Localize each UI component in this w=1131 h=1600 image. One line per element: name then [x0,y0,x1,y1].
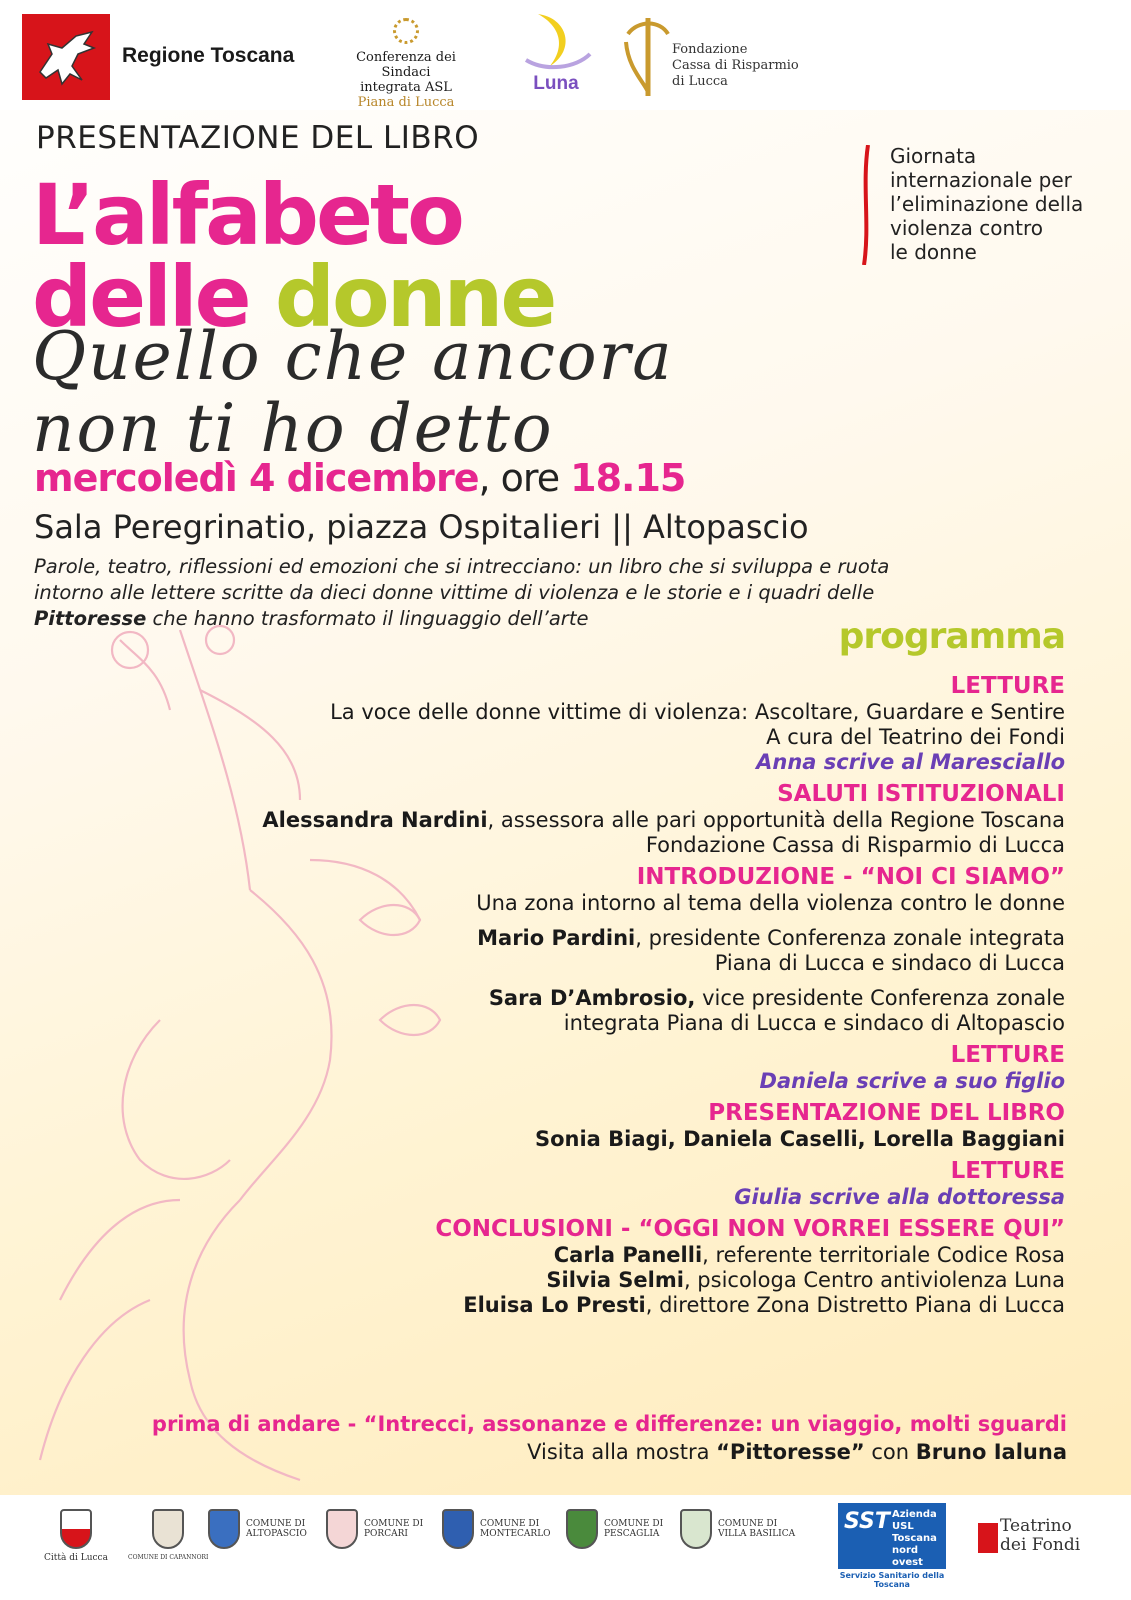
fondazione-line2: Cassa di Risparmio [672,58,799,73]
villabasilica-l2: VILLA BASILICA [718,1529,796,1539]
red-ribbon-icon [862,145,870,265]
porcari-shield-icon [326,1509,358,1549]
capannori-crest [128,1509,208,1563]
visita-a: Visita alla mostra [527,1440,717,1464]
villabasilica-crest [680,1509,795,1549]
kicker-title: PRESENTAZIONE DEL LIBRO [36,120,480,156]
section-letture-2: LETTURE [950,1042,1065,1068]
intro-role1a: , presidente Conferenza zonale integrata [635,926,1065,950]
libro-author1: Sonia Biagi [534,1127,668,1151]
saluti-role: , assessora alle pari opportunità della Regione Toscana [487,808,1065,832]
event-venue: Sala Peregrinatio, piazza Ospitalieri || Altopascio [34,508,809,546]
prima-line: prima di andare - “Intrecci, assonanze e differenze: un viaggio, molti sguardi [151,1412,1067,1436]
regione-toscana-label: Regione Toscana [122,44,295,67]
montecarlo-crest [442,1509,551,1549]
porcari-crest [326,1509,423,1549]
asl-l4: nord ovest [892,1545,923,1568]
lucca-crest [44,1509,108,1563]
pescaglia-crest [566,1509,663,1549]
intro-speaker1 [165,926,1065,951]
desc-line1: Parole, teatro, riflessioni ed emozioni che si intrecciano: un libro che si sviluppa e ruota [34,555,890,578]
letture1-line2: A cura del Teatrino dei Fondi [766,725,1065,749]
footer-logos [0,1495,1131,1600]
title-donne: donne [274,248,555,346]
asl-l3: Toscana [892,1533,937,1544]
concl-speaker1 [165,1243,1065,1268]
altopascio-shield-icon [208,1509,240,1549]
pegasus-logo [22,14,110,100]
program-list [165,672,1065,1318]
fondazione-text [672,42,799,90]
saluti-line1 [165,808,1065,833]
giornata-line1: Giornata [890,144,977,168]
giornata-text [890,144,1110,264]
letture2-line1: Daniela scrive a suo figlio [759,1069,1065,1093]
intro-name2: Sara D’Ambrosio, [488,986,696,1010]
villabasilica-label [718,1519,795,1539]
porcari-l1: COMUNE DI [364,1519,424,1529]
villabasilica-l1: COMUNE DI [718,1519,778,1529]
asl-l1: Azienda [892,1509,937,1520]
luna-label: Luna [533,73,579,94]
conferenza-line3: Piana di Lucca [357,95,455,110]
montecarlo-l2: MONTECARLO [480,1529,551,1539]
visita-line [67,1438,1067,1466]
giornata-line5: le donne [890,240,977,264]
desc-line2: intorno alle lettere scritte da dieci donne vittime di violenza e le storie e i quadri delle [34,581,875,604]
letture1-line1: La voce delle donne vittime di violenza: Ascoltare, Guardare e Sentire [330,700,1065,724]
asl-label [892,1509,946,1569]
pescaglia-shield-icon [566,1509,598,1549]
intro-name1: Mario Pardini [477,926,636,950]
visita-pittoresse: “Pittoresse” [716,1440,865,1464]
montecarlo-l1: COMUNE DI [480,1519,540,1529]
time-text: 18.15 [570,456,686,500]
concl-name1: Carla Panelli [553,1243,703,1267]
sst-asl-logo [838,1503,946,1569]
capannori-shield-icon [152,1509,184,1549]
teatrino-l1: Teatrino [1000,1516,1072,1536]
visita-con: con [864,1440,916,1464]
conferenza-line2: integrata ASL [360,80,452,95]
concl-speaker2 [165,1268,1065,1293]
section-saluti: SALUTI ISTITUZIONALI [777,781,1065,807]
concl-speaker3 [165,1293,1065,1318]
conferenza-line1: Conferenza dei Sindaci [356,50,456,80]
date-text: mercoledì 4 dicembre [34,456,479,500]
teatrino-l2: dei Fondi [1000,1535,1081,1555]
concl-name2: Silvia Selmi [546,1268,684,1292]
section-introduzione: INTRODUZIONE - “NOI CI SIAMO” [636,864,1065,890]
section-conclusioni: CONCLUSIONI - “OGGI NON VORREI ESSERE QUI” [435,1216,1065,1242]
asl-l2: USL [892,1521,914,1532]
capannori-label: COMUNE DI CAPANNORI [128,1554,209,1561]
altopascio-label [246,1519,307,1539]
saluti-line2: Fondazione Cassa di Risparmio di Lucca [645,833,1065,857]
intro-speaker2 [165,986,1065,1011]
sunburst-icon [393,18,419,44]
altopascio-crest [208,1509,307,1549]
montecarlo-shield-icon [442,1509,474,1549]
visita-artist: Bruno Ialuna [915,1440,1067,1464]
letture1-line3: Anna scrive al Maresciallo [756,750,1065,774]
concl-role3: , direttore Zona Distretto Piana di Lucca [645,1293,1065,1317]
concl-role1: , referente territoriale Codice Rosa [702,1243,1065,1267]
concl-name3: Eluisa Lo Presti [463,1293,646,1317]
saluti-name: Alessandra Nardini [262,808,488,832]
libro-sep1: , [667,1127,684,1151]
sst-label: SST [844,1509,890,1534]
fondazione-logo [622,12,822,102]
giornata-line3: l’eliminazione della [890,192,1084,216]
libro-author2: Daniela Caselli [683,1127,858,1151]
theater-icon [978,1523,998,1553]
intro-role1b: Piana di Lucca e sindaco di Lucca [714,951,1065,975]
program-title: programma [838,616,1065,657]
letture3-line1: Giulia scrive alla dottoressa [734,1185,1065,1209]
book-title-line1: L’alfabeto [32,166,462,264]
intro-role2a: vice presidente Conferenza zonale [695,986,1065,1010]
event-date [34,456,685,500]
libro-sep2: , [857,1127,873,1151]
date-separator: , ore [478,456,571,500]
desc-line3-rest: che hanno trasformato il linguaggio dell’arte [146,607,589,630]
intro-line1: Una zona intorno al tema della violenza contro le donne [476,891,1065,915]
giornata-line4: violenza contro [890,216,1044,240]
porcari-label [364,1519,423,1539]
lucca-label: Città di Lucca [44,1553,108,1563]
porcari-l2: PORCARI [364,1529,408,1539]
moon-icon [516,10,596,80]
luna-logo [516,10,596,105]
pescaglia-l2: PESCAGLIA [604,1529,660,1539]
intro-role2b: integrata Piana di Lucca e sindaco di Altopascio [563,1011,1065,1035]
libro-author3: Lorella Baggiani [872,1127,1065,1151]
villabasilica-shield-icon [680,1509,712,1549]
libro-authors [165,1127,1065,1152]
section-presentazione: PRESENTAZIONE DEL LIBRO [708,1100,1065,1126]
altopascio-l2: ALTOPASCIO [246,1529,307,1539]
subtitle-line1: Quello che ancora [32,318,674,395]
sst-caption: Servizio Sanitario della Toscana [839,1571,945,1589]
logo-header [0,0,1131,110]
section-letture-3: LETTURE [950,1158,1065,1184]
lucca-shield-icon [60,1509,92,1549]
pescaglia-label [604,1519,663,1539]
conferenza-sindaci-logo [336,18,476,110]
giornata-line2: internazionale per [890,168,1072,192]
concl-role2: , psicologa Centro antiviolenza Luna [683,1268,1065,1292]
teatrino-logo [1000,1517,1080,1555]
section-letture-1: LETTURE [950,673,1065,699]
pescaglia-l1: COMUNE DI [604,1519,664,1529]
altopascio-l1: COMUNE DI [246,1519,306,1529]
fondazione-line3: di Lucca [672,74,728,89]
subtitle-line2: non ti ho detto [32,390,554,467]
montecarlo-label [480,1519,551,1539]
title-delle: delle [32,248,249,346]
prima-di-andare [67,1410,1067,1466]
fondazione-line1: Fondazione [672,42,748,57]
cross-arc-icon [622,12,672,102]
desc-pittoresse: Pittoresse [34,607,147,630]
